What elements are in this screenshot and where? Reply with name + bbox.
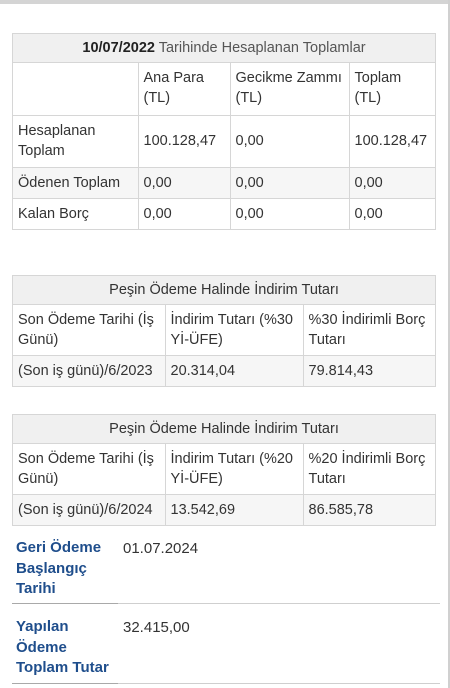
discount-card-30 <box>12 275 436 387</box>
paid-total-value: 32.415,00 <box>123 619 190 636</box>
table-row <box>13 495 435 526</box>
col-header-amount: %20 İndirimli Borç Tutarı <box>303 444 435 495</box>
cell-toplam: 0,00 <box>349 167 435 198</box>
cell-ana-para: 100.128,47 <box>138 115 230 167</box>
row-label: Hesaplanan Toplam <box>13 115 138 167</box>
cell-gecikme: 0,00 <box>230 198 349 229</box>
cell-toplam: 100.128,47 <box>349 115 435 167</box>
cell-gecikme: 0,00 <box>230 167 349 198</box>
col-header-ana-para: Ana Para (TL) <box>138 63 230 115</box>
discount-header-20: Peşin Ödeme Halinde İndirim Tutarı <box>13 415 435 444</box>
calculation-title: Tarihinde Hesaplanan Toplamlar <box>158 40 366 56</box>
col-header-toplam: Toplam (TL) <box>349 63 435 115</box>
calculated-totals-table <box>13 63 435 229</box>
table-row <box>13 167 435 198</box>
table-header-row <box>13 444 435 495</box>
top-divider <box>0 0 450 4</box>
cell-gecikme: 0,00 <box>230 115 349 167</box>
divider <box>118 603 440 604</box>
cell-toplam: 0,00 <box>349 198 435 229</box>
row-label: Kalan Borç <box>13 198 138 229</box>
calculation-date: 10/07/2022 <box>82 40 155 56</box>
divider <box>12 683 118 684</box>
cell-discount: 13.542,69 <box>165 495 303 526</box>
col-header-empty <box>13 63 138 115</box>
discount-table-30 <box>13 305 435 386</box>
discount-card-20 <box>12 414 436 526</box>
row-label: Ödenen Toplam <box>13 167 138 198</box>
paid-total-label: Yapılan Ödeme Toplam Tutar <box>16 618 109 676</box>
table-row <box>13 198 435 229</box>
col-header-due-date: Son Ödeme Tarihi (İş Günü) <box>13 444 165 495</box>
col-header-due-date: Son Ödeme Tarihi (İş Günü) <box>13 305 165 356</box>
divider <box>12 603 118 604</box>
discount-table-20 <box>13 444 435 525</box>
repayment-start-value: 01.07.2024 <box>123 540 199 557</box>
cell-ana-para: 0,00 <box>138 198 230 229</box>
col-header-amount: %30 İndirimli Borç Tutarı <box>303 305 435 356</box>
table-row <box>13 356 435 387</box>
cell-discount: 20.314,04 <box>165 356 303 387</box>
cell-due-date: (Son iş günü)/6/2024 <box>13 495 165 526</box>
table-header-row <box>13 63 435 115</box>
table-header-row <box>13 305 435 356</box>
calculated-totals-card <box>12 33 436 230</box>
cell-ana-para: 0,00 <box>138 167 230 198</box>
col-header-gecikme: Gecikme Zammı (TL) <box>230 63 349 115</box>
discount-header-30: Peşin Ödeme Halinde İndirim Tutarı <box>13 276 435 305</box>
cell-amount: 86.585,78 <box>303 495 435 526</box>
table-row <box>13 115 435 167</box>
divider <box>118 683 440 684</box>
col-header-discount: İndirim Tutarı (%20 Yİ-ÜFE) <box>165 444 303 495</box>
repayment-start-label: Geri Ödeme Başlangıç Tarihi <box>16 539 102 597</box>
cell-amount: 79.814,43 <box>303 356 435 387</box>
col-header-discount: İndirim Tutarı (%30 Yİ-ÜFE) <box>165 305 303 356</box>
cell-due-date: (Son iş günü)/6/2023 <box>13 356 165 387</box>
calculated-totals-header <box>13 34 435 63</box>
